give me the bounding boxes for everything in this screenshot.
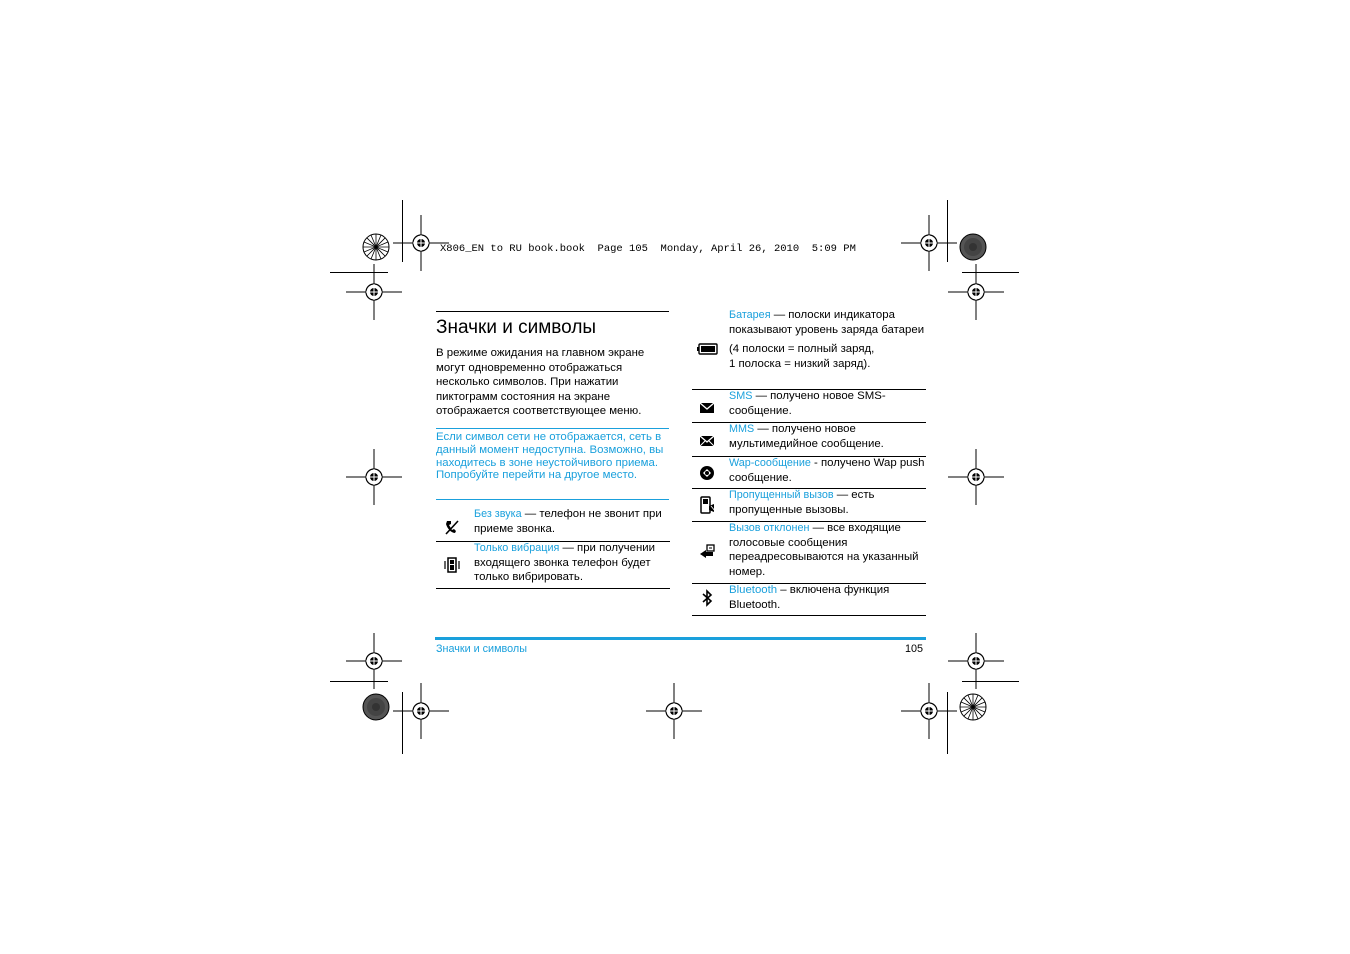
footer-bar	[435, 637, 926, 640]
list-item	[436, 507, 670, 541]
item-term: Вызов отклонен	[729, 522, 810, 534]
item-desc: — телефон не звонит при приеме звонка.	[474, 508, 662, 535]
title-rule	[436, 311, 669, 312]
item-term: MMS	[729, 423, 755, 435]
note-bottom-rule	[436, 499, 669, 500]
item-term: Bluetooth	[729, 584, 778, 596]
call-forward-icon	[698, 542, 716, 560]
item-text	[729, 456, 926, 485]
list-item	[692, 521, 926, 583]
list-item	[692, 456, 926, 488]
item-desc: — получено новое SMS-сообщение.	[729, 390, 886, 417]
item-text	[729, 521, 926, 579]
network-note: Если символ сети не отображается, сеть в данный момент недоступна. Возможно, вы находитесь в зоне неустойчивого приема. Попробуйте перейти на другое место.	[436, 431, 664, 482]
item-desc: — получено новое мультимедийное сообщение.	[729, 423, 884, 450]
item-desc: – включена функция Bluetooth.	[729, 584, 890, 611]
item-text	[474, 541, 670, 585]
intro-paragraph: В режиме ожидания на главном экране могут одновременно отображаться несколько символов. При нажатии пиктограмм состояния на экране отображается соответствующее меню.	[436, 347, 645, 417]
mms-icon	[698, 432, 716, 450]
list-item	[692, 308, 926, 389]
item-term: SMS	[729, 390, 753, 402]
list-item	[436, 541, 670, 588]
item-term: Только вибрация	[474, 542, 560, 554]
table-bottom-rule	[436, 588, 670, 589]
item-text	[729, 389, 926, 418]
table-bottom-rule	[692, 615, 926, 616]
print-stamp: X806_EN to RU book.book Page 105 Monday, April 26, 2010 5:09 PM	[440, 243, 856, 255]
item-desc: - получено Wap push сообщение.	[729, 457, 925, 484]
list-item	[692, 488, 926, 521]
item-text	[474, 507, 670, 536]
page-title: Значки и символы	[436, 317, 597, 338]
page-number: 105	[905, 643, 924, 655]
list-item	[692, 422, 926, 456]
item-text	[729, 308, 926, 371]
item-extra: 1 полоска = низкий заряд).	[729, 357, 871, 370]
bluetooth-icon	[698, 589, 716, 607]
item-term: Пропущенный вызов	[729, 489, 834, 501]
item-text	[729, 583, 926, 612]
item-term: Батарея	[729, 309, 771, 321]
item-term: Без звука	[474, 508, 522, 520]
note-top-rule	[436, 428, 669, 429]
missed-call-icon	[698, 496, 716, 514]
list-item	[692, 583, 926, 615]
vibration-icon	[443, 556, 461, 574]
item-desc: — все входящие голосовые сообщения переадресовываются на указанный номер.	[729, 522, 919, 578]
silent-icon	[443, 518, 461, 536]
item-text	[729, 422, 926, 451]
item-term: Wap-сообщение	[729, 457, 811, 469]
battery-icon	[697, 340, 719, 358]
list-item	[692, 389, 926, 422]
item-text	[729, 488, 926, 517]
item-desc: — при получении входящего звонка телефон будет только вибрировать.	[474, 542, 655, 583]
wap-icon	[698, 464, 716, 482]
item-extra: (4 полоски = полный заряд,	[729, 343, 875, 355]
sms-icon	[698, 399, 716, 417]
footer-section-title: Значки и символы	[436, 643, 527, 655]
item-desc: — есть пропущенные вызовы.	[729, 489, 875, 516]
item-desc: — полоски индикатора показывают уровень заряда батареи	[729, 309, 925, 336]
